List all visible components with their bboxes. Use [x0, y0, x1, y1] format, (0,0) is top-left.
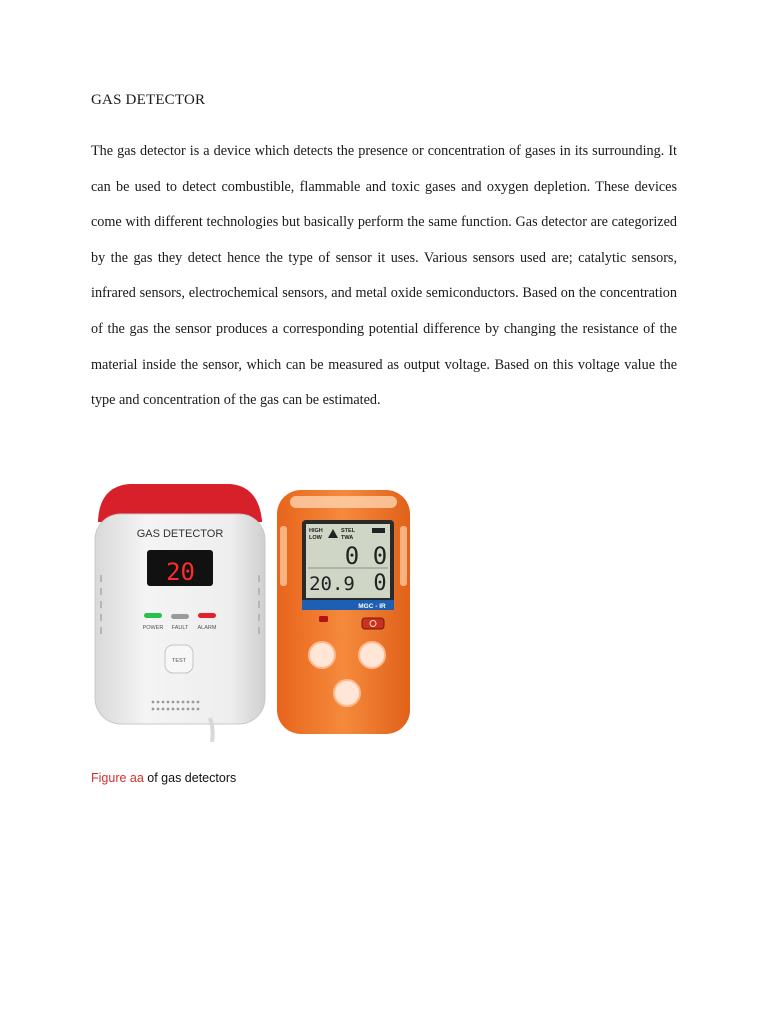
sensor-port-2 — [359, 642, 385, 668]
right-gas-detector — [277, 490, 410, 734]
left-cable — [210, 718, 213, 742]
brand-label: MGC - IR — [358, 603, 386, 610]
lcd-reading-1: 0 — [344, 542, 360, 570]
left-device-label: GAS DETECTOR — [136, 528, 224, 540]
lcd-tag-twa: TWA — [341, 535, 354, 541]
gas-detectors-figure — [90, 480, 430, 742]
power-led — [144, 613, 162, 618]
test-button-label: TEST — [171, 658, 187, 664]
battery-icon — [372, 528, 385, 533]
sensor-port-3 — [334, 680, 360, 706]
right-top-light — [290, 496, 397, 508]
figure-caption-text: of gas detectors — [143, 771, 237, 785]
lcd-tag-low: LOW — [309, 535, 322, 541]
lcd-tag-stel: STEL — [341, 528, 356, 534]
body-paragraph: The gas detector is a device which detects the presence or concentration of gases in its surrounding. It can be used to detect combustible, flammable and toxic gases and oxygen depletion. These devices come with different technologies but basically perform the same function. Gas detector are categorized by the gas they detect hence the type of sensor it uses. Various sensors used are; catalytic sensors, infrared sensors, electrochemical sensors, and metal oxide semiconductors. Based on the concentration of the gas the sensor produces a corresponding potential difference by changing the resistance of the material inside the sensor, which can be measured as output voltage. Based on this voltage value the type and concentration of the gas can be estimated. — [91, 143, 677, 409]
right-led — [319, 616, 328, 622]
indicator-power: POWER — [142, 625, 164, 631]
left-display-value: 20 — [166, 558, 195, 586]
indicator-alarm: ALARM — [197, 625, 217, 631]
gas-detectors-photo — [90, 480, 430, 742]
figure-caption-lead: Figure aa — [91, 771, 144, 785]
lcd-tag-high: HIGH — [309, 528, 323, 534]
lcd-reading-4: 0 — [373, 571, 387, 596]
indicator-fault: FAULT — [171, 625, 189, 631]
lcd-reading-3: 20.9 — [309, 573, 355, 595]
power-button — [362, 618, 384, 629]
document-heading: GAS DETECTOR — [91, 92, 206, 108]
lcd-reading-2: 0 — [372, 542, 388, 570]
figure-caption — [91, 771, 236, 785]
left-gas-detector — [95, 484, 265, 742]
alarm-led — [198, 613, 216, 618]
sensor-port-1 — [309, 642, 335, 668]
fault-led — [171, 614, 189, 619]
